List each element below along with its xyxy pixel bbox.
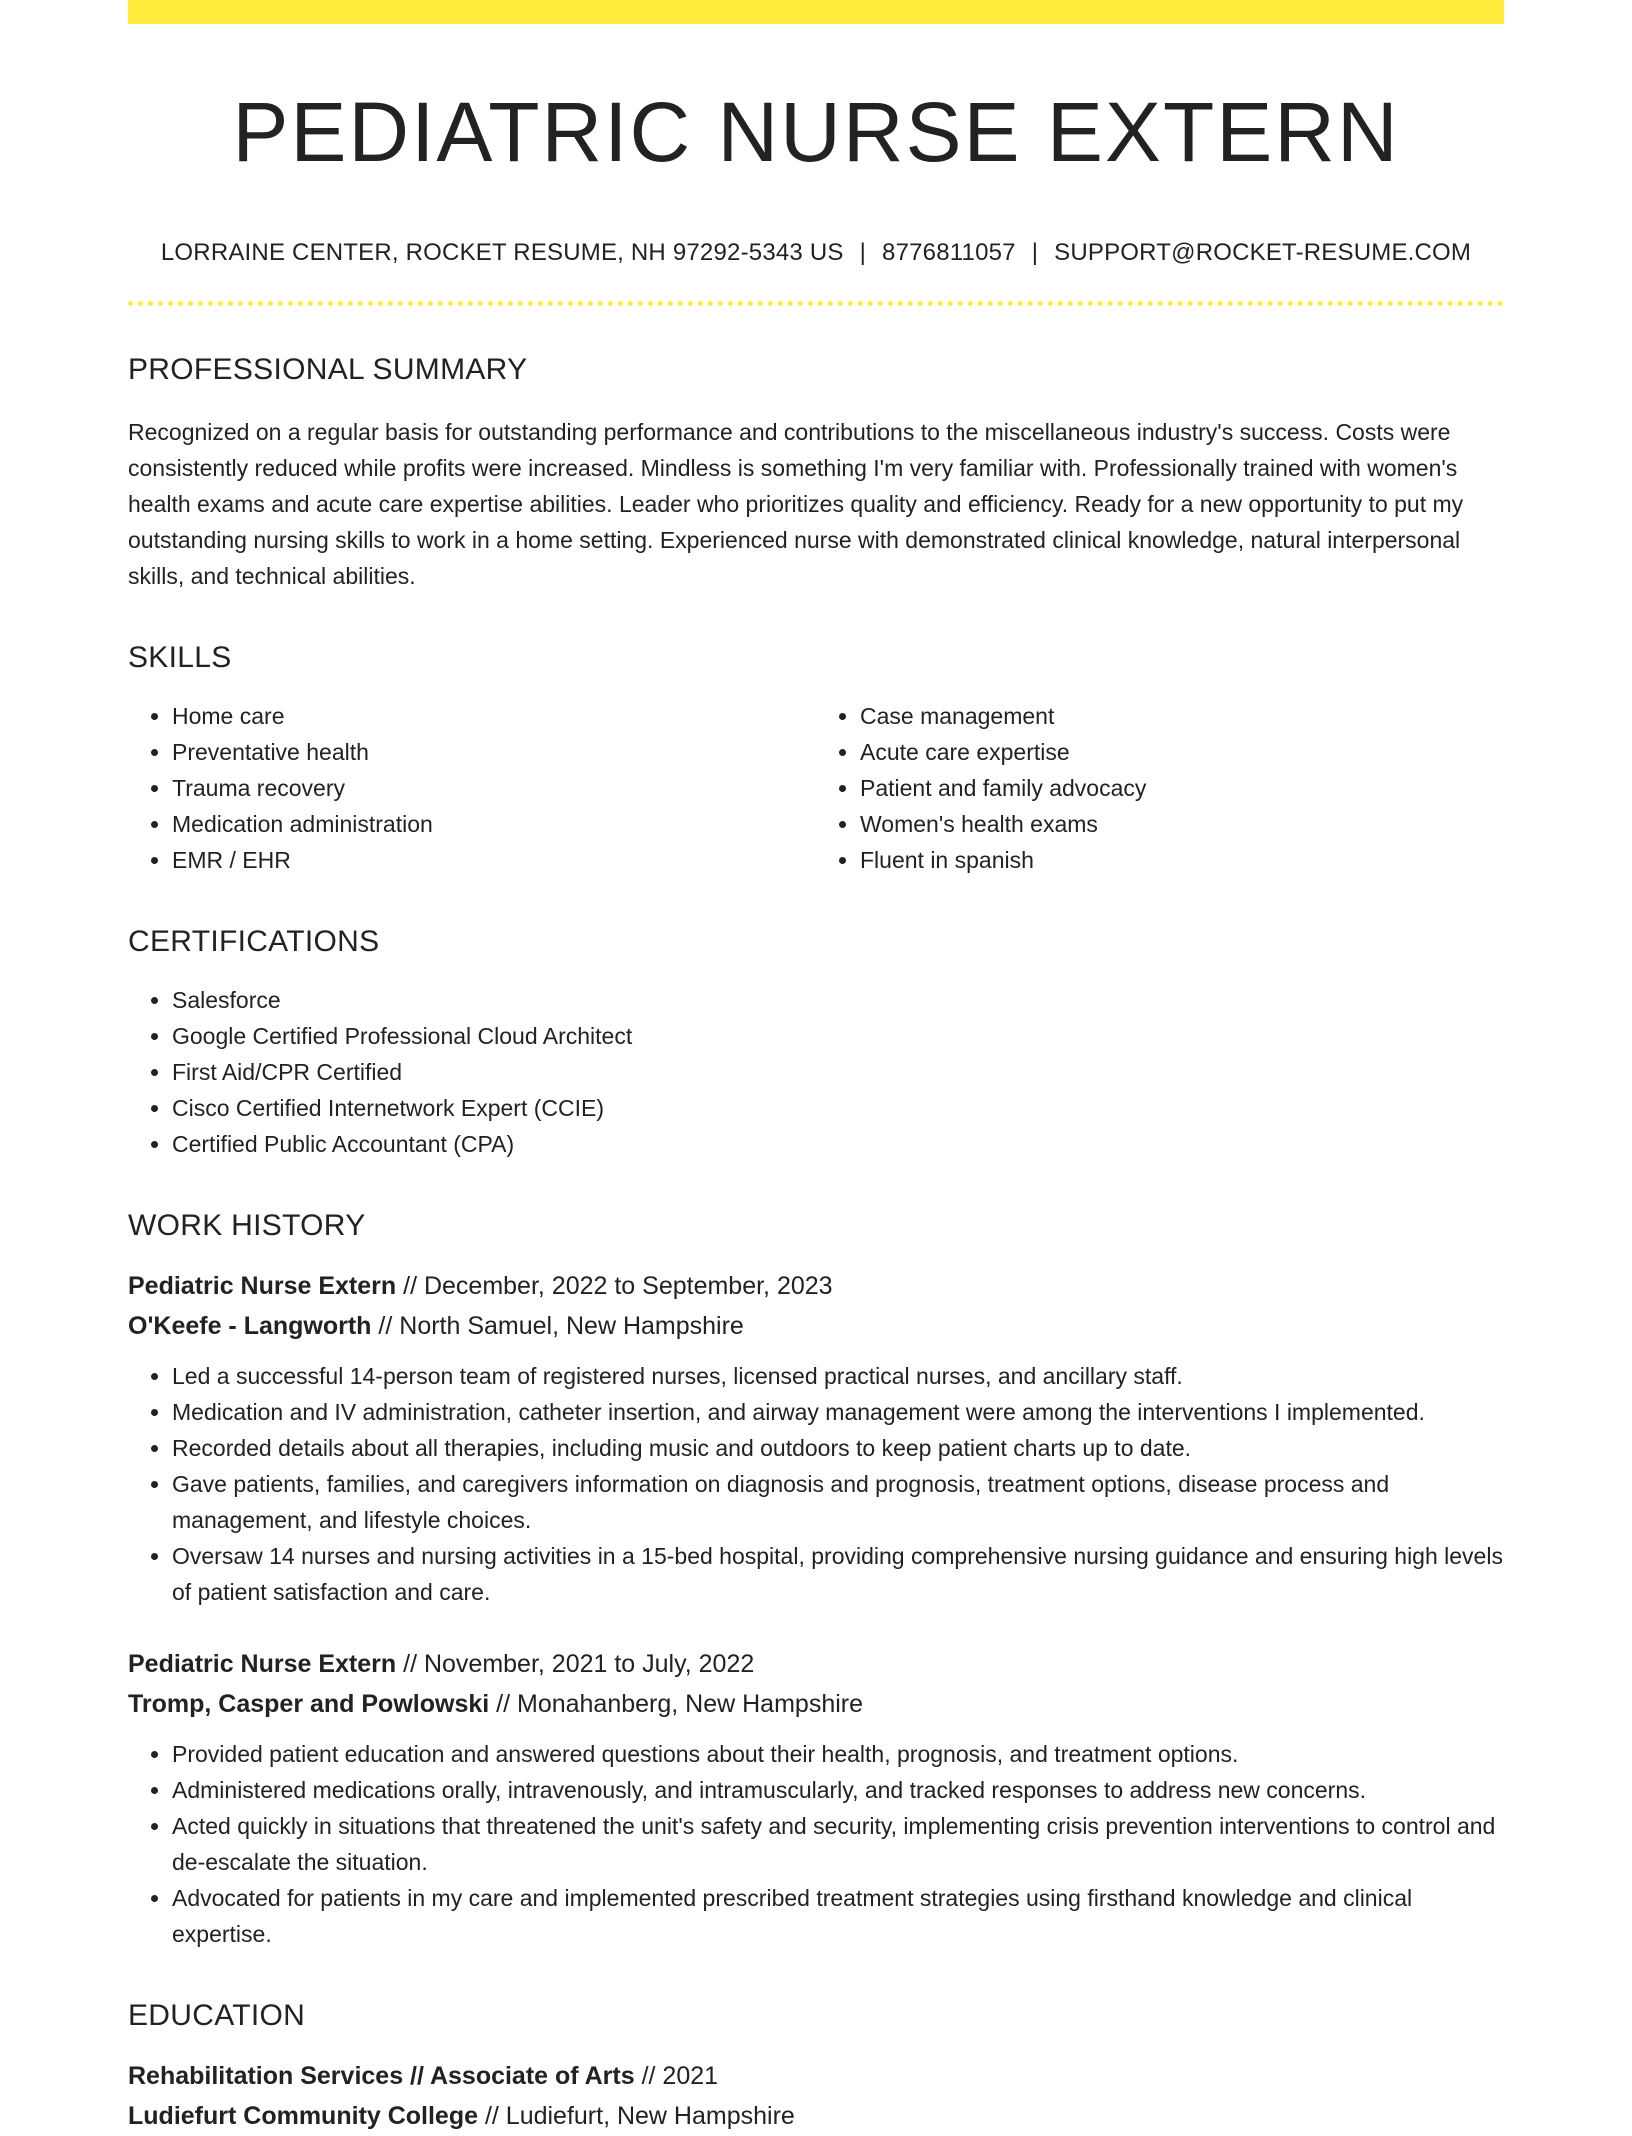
job-bullet: • Advocated for patients in my care and implemented prescribed treatment strategies using firsthand knowledge and clinical expertise. (172, 1880, 1504, 1952)
job-company: O'Keefe - Langworth (128, 1311, 372, 1340)
education-year: // 2021 (641, 2061, 719, 2090)
skill-item: • EMR / EHR (172, 842, 816, 878)
job-entry (128, 1644, 1504, 1952)
job-title: Pediatric Nurse Extern (128, 1271, 397, 1300)
job-bullet: • Recorded details about all therapies, including music and outdoors to keep patient charts up to date. (172, 1430, 1504, 1466)
summary-text: Recognized on a regular basis for outstanding performance and contributions to the miscellaneous industry's success. Costs were consistently reduced while profits were increased. Mindless is something I'm very familiar with. Professionally trained with women's health exams and acute care expertise abilities. Leader who prioritizes quality and efficiency. Ready for a new opportunity to put my outstanding nursing skills to work in a home setting. Experienced nurse with demonstrated clinical knowledge, natural interpersonal skills, and technical abilities. (128, 418, 1464, 589)
skill-item: • Medication administration (172, 806, 816, 842)
job-bullets (128, 1736, 1504, 1952)
job-location: // North Samuel, New Hampshire (378, 1311, 744, 1340)
certification-item: • Google Certified Professional Cloud Architect (172, 1018, 1504, 1054)
skill-item: • Trauma recovery (172, 770, 816, 806)
job-bullets (128, 1358, 1504, 1610)
summary-heading: PROFESSIONAL SUMMARY (128, 352, 528, 386)
job-dates: // November, 2021 to July, 2022 (403, 1649, 755, 1678)
education-heading: EDUCATION (128, 1998, 306, 2032)
job-bullet: • Led a successful 14-person team of registered nurses, licensed practical nurses, and ancillary staff. (172, 1358, 1504, 1394)
skill-item: • Fluent in spanish (860, 842, 1504, 878)
job-title-line (128, 1644, 1504, 1684)
contact-separator: | (1031, 238, 1039, 266)
certifications-heading: CERTIFICATIONS (128, 924, 380, 958)
contact-line (128, 239, 1504, 267)
job-entry (128, 1266, 1504, 1610)
job-title-line (128, 1266, 1504, 1306)
skill-item: • Home care (172, 698, 816, 734)
skill-item: • Preventative health (172, 734, 816, 770)
skills-columns (128, 676, 1504, 878)
contact-phone: 8776811057 (882, 238, 1016, 266)
skills-heading: SKILLS (128, 640, 232, 674)
contact-separator: | (859, 238, 867, 266)
education-school-line (128, 2096, 1504, 2136)
job-bullet: • Administered medications orally, intravenously, and intramuscularly, and tracked responses to address new concerns. (172, 1772, 1504, 1808)
job-bullet: • Provided patient education and answered questions about their health, prognosis, and treatment options. (172, 1736, 1504, 1772)
job-bullet: • Oversaw 14 nurses and nursing activities in a 15-bed hospital, providing comprehensive nursing guidance and ensuring high levels of patient satisfaction and care. (172, 1538, 1504, 1610)
job-title: Pediatric Nurse Extern (128, 1649, 397, 1678)
job-bullet: • Acted quickly in situations that threatened the unit's safety and security, implementing crisis prevention interventions to control and de-escalate the situation. (172, 1808, 1504, 1880)
job-dates: // December, 2022 to September, 2023 (403, 1271, 833, 1300)
job-company-line (128, 1684, 1504, 1724)
contact-address: LORRAINE CENTER, ROCKET RESUME, NH 97292-5343 US (160, 238, 844, 266)
education-degree-line (128, 2056, 1504, 2096)
skill-item: • Case management (860, 698, 1504, 734)
resume-title: PEDIATRIC NURSE EXTERN (232, 85, 1400, 179)
dotted-divider (128, 301, 1504, 306)
resume-content (128, 24, 1504, 2136)
job-location: // Monahanberg, New Hampshire (496, 1689, 864, 1718)
skill-item: • Women's health exams (860, 806, 1504, 842)
certification-item: • First Aid/CPR Certified (172, 1054, 1504, 1090)
education-entry (128, 2056, 1504, 2136)
education-degree: Rehabilitation Services // Associate of Arts (128, 2061, 635, 2090)
certification-item: • Salesforce (172, 982, 1504, 1018)
contact-email: SUPPORT@ROCKET-RESUME.COM (1054, 238, 1472, 266)
accent-top-bar (128, 0, 1504, 24)
certifications-list (128, 982, 1504, 1162)
certification-item: • Cisco Certified Internetwork Expert (CCIE) (172, 1090, 1504, 1126)
skill-item: • Patient and family advocacy (860, 770, 1504, 806)
education-location: // Ludiefurt, New Hampshire (484, 2101, 795, 2130)
job-company: Tromp, Casper and Powlowski (128, 1689, 490, 1718)
skill-item: • Acute care expertise (860, 734, 1504, 770)
certification-item: • Certified Public Accountant (CPA) (172, 1126, 1504, 1162)
skills-right-list (816, 698, 1504, 878)
job-bullet: • Medication and IV administration, catheter insertion, and airway management were among the interventions I implemented. (172, 1394, 1504, 1430)
work-history-heading: WORK HISTORY (128, 1208, 366, 1242)
job-company-line (128, 1306, 1504, 1346)
job-bullet: • Gave patients, families, and caregivers information on diagnosis and prognosis, treatment options, disease process and management, and lifestyle choices. (172, 1466, 1504, 1538)
education-school: Ludiefurt Community College (128, 2101, 478, 2130)
skills-left-list (128, 698, 816, 878)
